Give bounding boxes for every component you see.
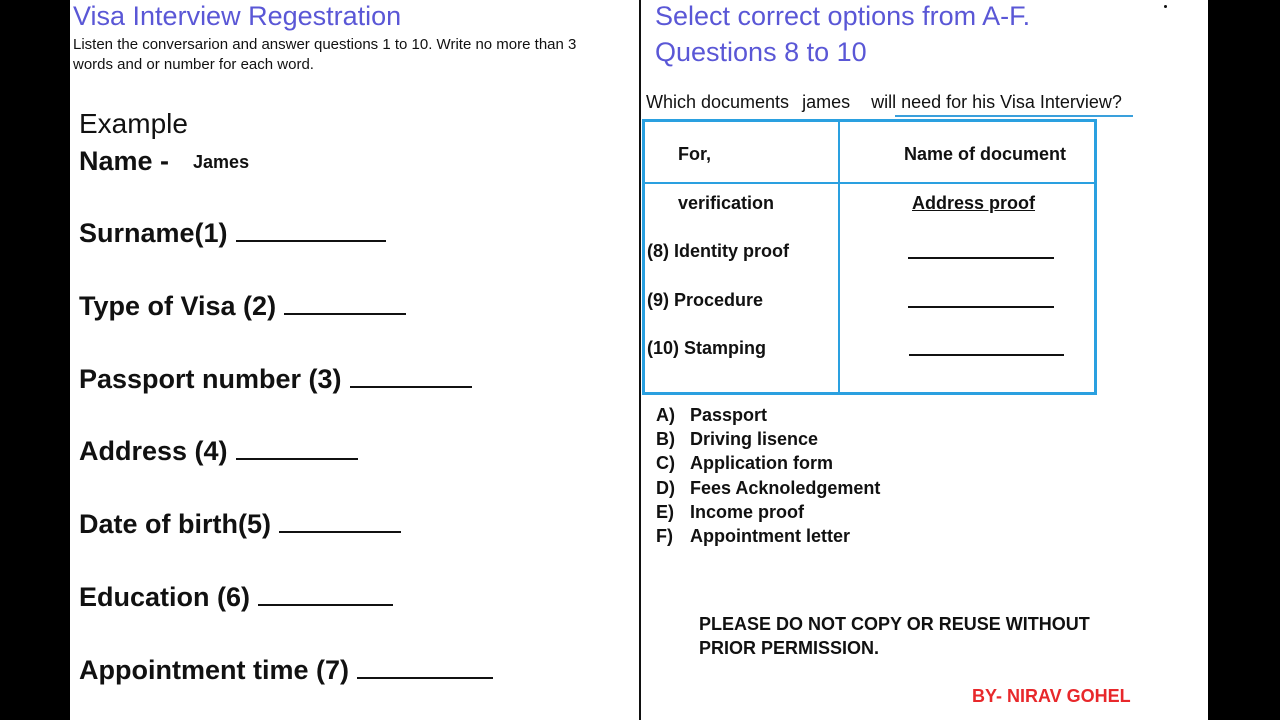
row-for-stamping: (10) Stamping [647,338,767,358]
documents-table [642,119,1097,395]
option-text: Driving lisence [690,429,819,449]
left-worksheet-panel [70,0,640,720]
answer-blank-8[interactable] [908,257,1054,259]
answer-blank-6[interactable] [258,582,393,606]
author-byline: BY- NIRAV GOHEL [972,686,1131,706]
option-key: A) [656,405,675,425]
option-key: D) [656,478,675,498]
option-text: Income proof [690,502,805,522]
stray-dot [1164,5,1167,8]
example-name-row [79,146,249,177]
question-name: james [802,92,851,112]
option-text: Fees Acknoledgement [690,478,881,498]
question-prefix: Which documents [646,92,790,112]
option-e [656,502,804,523]
answer-blank-2[interactable] [284,291,406,315]
right-title-line1: Select correct options from A-F. [655,1,1031,31]
left-title: Visa Interview Regestration [73,1,402,31]
question-label: Appointment time (7) [79,655,349,685]
row-for-identity-proof: (8) Identity proof [647,241,789,261]
option-key: F) [656,526,673,546]
answer-blank-5[interactable] [279,509,401,533]
question-suffix: will need for his Visa Interview? [871,92,1122,112]
answer-blank-3[interactable] [350,364,472,388]
name-value: James [193,152,250,172]
table-column-divider [838,122,840,392]
question-6 [79,582,393,613]
answer-blank-10[interactable] [909,354,1064,356]
question-1 [79,218,386,249]
answer-blank-7[interactable] [357,655,493,679]
header-name-of-document: Name of document [904,144,1067,164]
question-label: Date of birth(5) [79,509,271,539]
row-for-verification: verification [678,193,775,213]
option-b [656,429,818,450]
option-f [656,526,850,547]
option-key: B) [656,429,675,449]
answer-blank-4[interactable] [236,436,358,460]
question-label: Education (6) [79,582,251,612]
name-label: Name - [79,146,170,176]
question-label: Address (4) [79,436,228,466]
question-5 [79,509,401,540]
question-label: Surname(1) [79,218,228,248]
option-text: Passport [690,405,768,425]
right-worksheet-panel [641,0,1208,720]
question-underline [895,115,1133,117]
option-text: Application form [690,453,833,473]
question-3 [79,364,472,395]
question-label: Passport number (3) [79,364,342,394]
question-label: Type of Visa (2) [79,291,277,321]
documents-question [646,92,1122,113]
option-d [656,478,880,499]
example-label: Example [79,108,188,139]
question-4 [79,436,358,467]
header-for: For, [678,144,712,164]
row-for-procedure: (9) Procedure [647,290,764,310]
option-c [656,453,833,474]
option-text: Appointment letter [690,526,850,546]
option-key: E) [656,502,674,522]
copyright-notice [699,612,1090,660]
answer-blank-1[interactable] [236,218,386,242]
notice-line-2: PRIOR PERMISSION. [699,638,880,658]
question-7 [79,655,493,686]
table-header-divider [645,182,1094,184]
question-2 [79,291,406,322]
answer-blank-9[interactable] [908,306,1054,308]
row-doc-address-proof: Address proof [912,193,1036,213]
notice-line-1: PLEASE DO NOT COPY OR REUSE WITHOUT [699,614,1090,634]
right-title-line2: Questions 8 to 10 [655,37,867,67]
option-key: C) [656,453,675,473]
instructions-text: Listen the conversarion and answer questions 1 to 10. Write no more than 3 words and or number for each word. [73,36,577,73]
option-a [656,405,767,426]
